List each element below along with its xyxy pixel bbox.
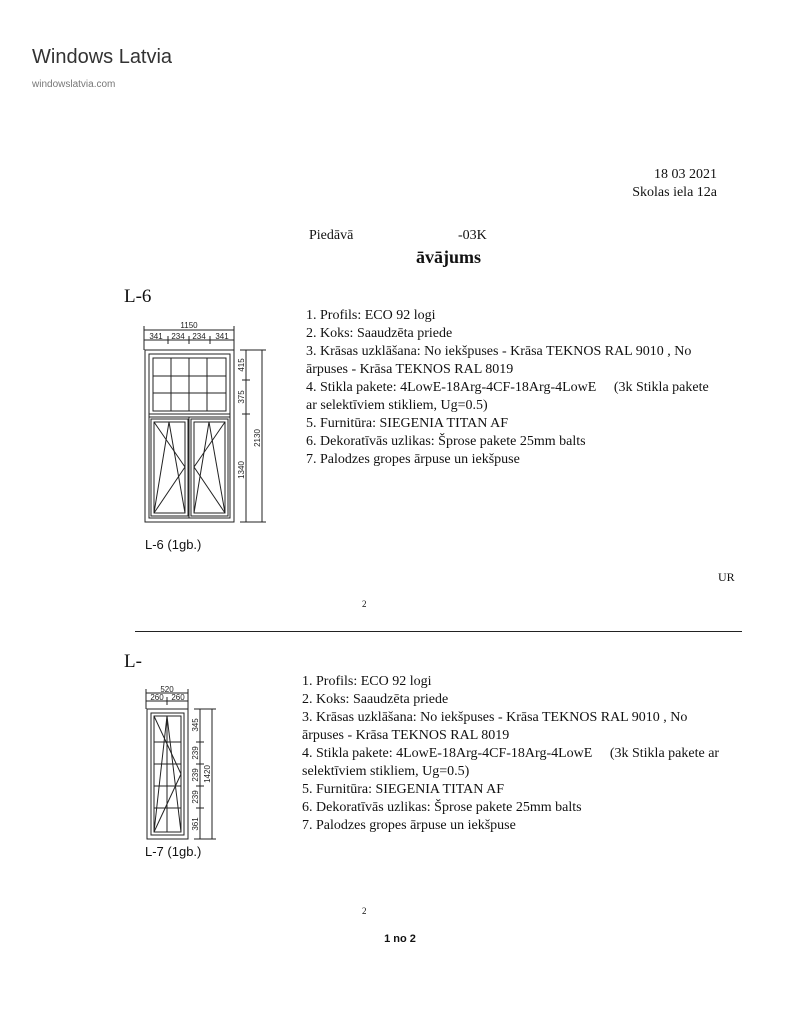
- dim-total-width: 520: [160, 685, 174, 694]
- spec-list: [302, 673, 719, 835]
- spec-line: ar selektīviem stikliem, Ug=0.5): [306, 398, 488, 413]
- spec-line: 6. Dekoratīvās uzlikas: Šprose pakete 25mm balts: [306, 434, 586, 449]
- spec-line: 3. Krāsas uzklāšana: No iekšpuses - Krāsa TEKNOS RAL 9010 , No: [306, 344, 692, 359]
- spec-line: 4. Stikla pakete: 4LowE-18Arg-4CF-18Arg-4LowE (3k Stikla pakete ar: [302, 746, 720, 761]
- spec-line: 2. Koks: Saaudzēta priede: [306, 326, 453, 341]
- dim-total-width: 1150: [180, 321, 198, 330]
- dim-height: 239: [191, 768, 200, 782]
- spec-line: 6. Dekoratīvās uzlikas: Šprose pakete 25mm balts: [302, 800, 582, 815]
- spec-line: 7. Palodzes gropes ārpuse un iekšpuse: [306, 452, 520, 467]
- company-website: windowslatvia.com: [32, 79, 116, 90]
- dim-width: 341: [215, 332, 229, 341]
- superscript-mark: 2: [362, 599, 367, 609]
- currency-label: UR: [718, 570, 735, 584]
- window-caption: L-6 (1gb.): [145, 537, 202, 552]
- dim-height: 375: [237, 390, 246, 404]
- spec-line: ārpuses - Krāsa TEKNOS RAL 8019: [306, 362, 514, 377]
- document-date: 18 03 2021: [654, 167, 717, 182]
- position-code: L-: [124, 651, 142, 672]
- spec-line: ārpuses - Krāsa TEKNOS RAL 8019: [302, 728, 510, 743]
- offer-title-part1: Piedāvā: [309, 228, 354, 243]
- dim-width: 234: [192, 332, 206, 341]
- spec-list: [306, 307, 709, 469]
- client-address: Skolas iela 12a: [632, 185, 717, 200]
- dim-total-height: 1420: [203, 765, 212, 783]
- window-drawing-l6: [138, 320, 270, 526]
- spec-line: 4. Stikla pakete: 4LowE-18Arg-4CF-18Arg-4LowE (3k Stikla pakete: [306, 380, 709, 395]
- page-total: 2: [409, 933, 416, 945]
- spec-line: 1. Profils: ECO 92 logi: [306, 308, 436, 323]
- dim-height: 415: [237, 358, 246, 372]
- spec-line: selektīviem stikliem, Ug=0.5): [302, 764, 470, 779]
- dim-height: 361: [191, 817, 200, 831]
- dim-height: 345: [191, 718, 200, 732]
- dim-height: 239: [191, 746, 200, 760]
- offer-title-part2: āvājums: [416, 247, 482, 267]
- dim-height: 1340: [237, 461, 246, 479]
- dim-width: 260: [171, 693, 185, 702]
- spec-line: 7. Palodzes gropes ārpuse un iekšpuse: [302, 818, 516, 833]
- spec-line: 2. Koks: Saaudzēta priede: [302, 692, 449, 707]
- window-drawing-l7: [138, 685, 222, 843]
- offer-number: -03K: [458, 228, 487, 243]
- window-caption: L-7 (1gb.): [145, 844, 202, 859]
- company-name: Windows Latvia: [32, 46, 173, 68]
- position-code: L-6: [124, 286, 152, 307]
- dim-total-height: 2130: [253, 429, 262, 447]
- dim-width: 234: [171, 332, 185, 341]
- dim-width: 260: [150, 693, 164, 702]
- superscript-mark: 2: [362, 906, 367, 916]
- dim-height: 239: [191, 790, 200, 804]
- spec-line: 1. Profils: ECO 92 logi: [302, 674, 432, 689]
- page-current: 1: [384, 933, 391, 945]
- page-separator: no: [393, 933, 407, 945]
- dim-width: 341: [149, 332, 163, 341]
- spec-line: 3. Krāsas uzklāšana: No iekšpuses - Krāsa TEKNOS RAL 9010 , No: [302, 710, 688, 725]
- spec-line: 5. Furnitūra: SIEGENIA TITAN AF: [302, 782, 505, 797]
- spec-line: 5. Furnitūra: SIEGENIA TITAN AF: [306, 416, 509, 431]
- section-divider: [135, 631, 742, 632]
- page-indicator: [370, 933, 430, 945]
